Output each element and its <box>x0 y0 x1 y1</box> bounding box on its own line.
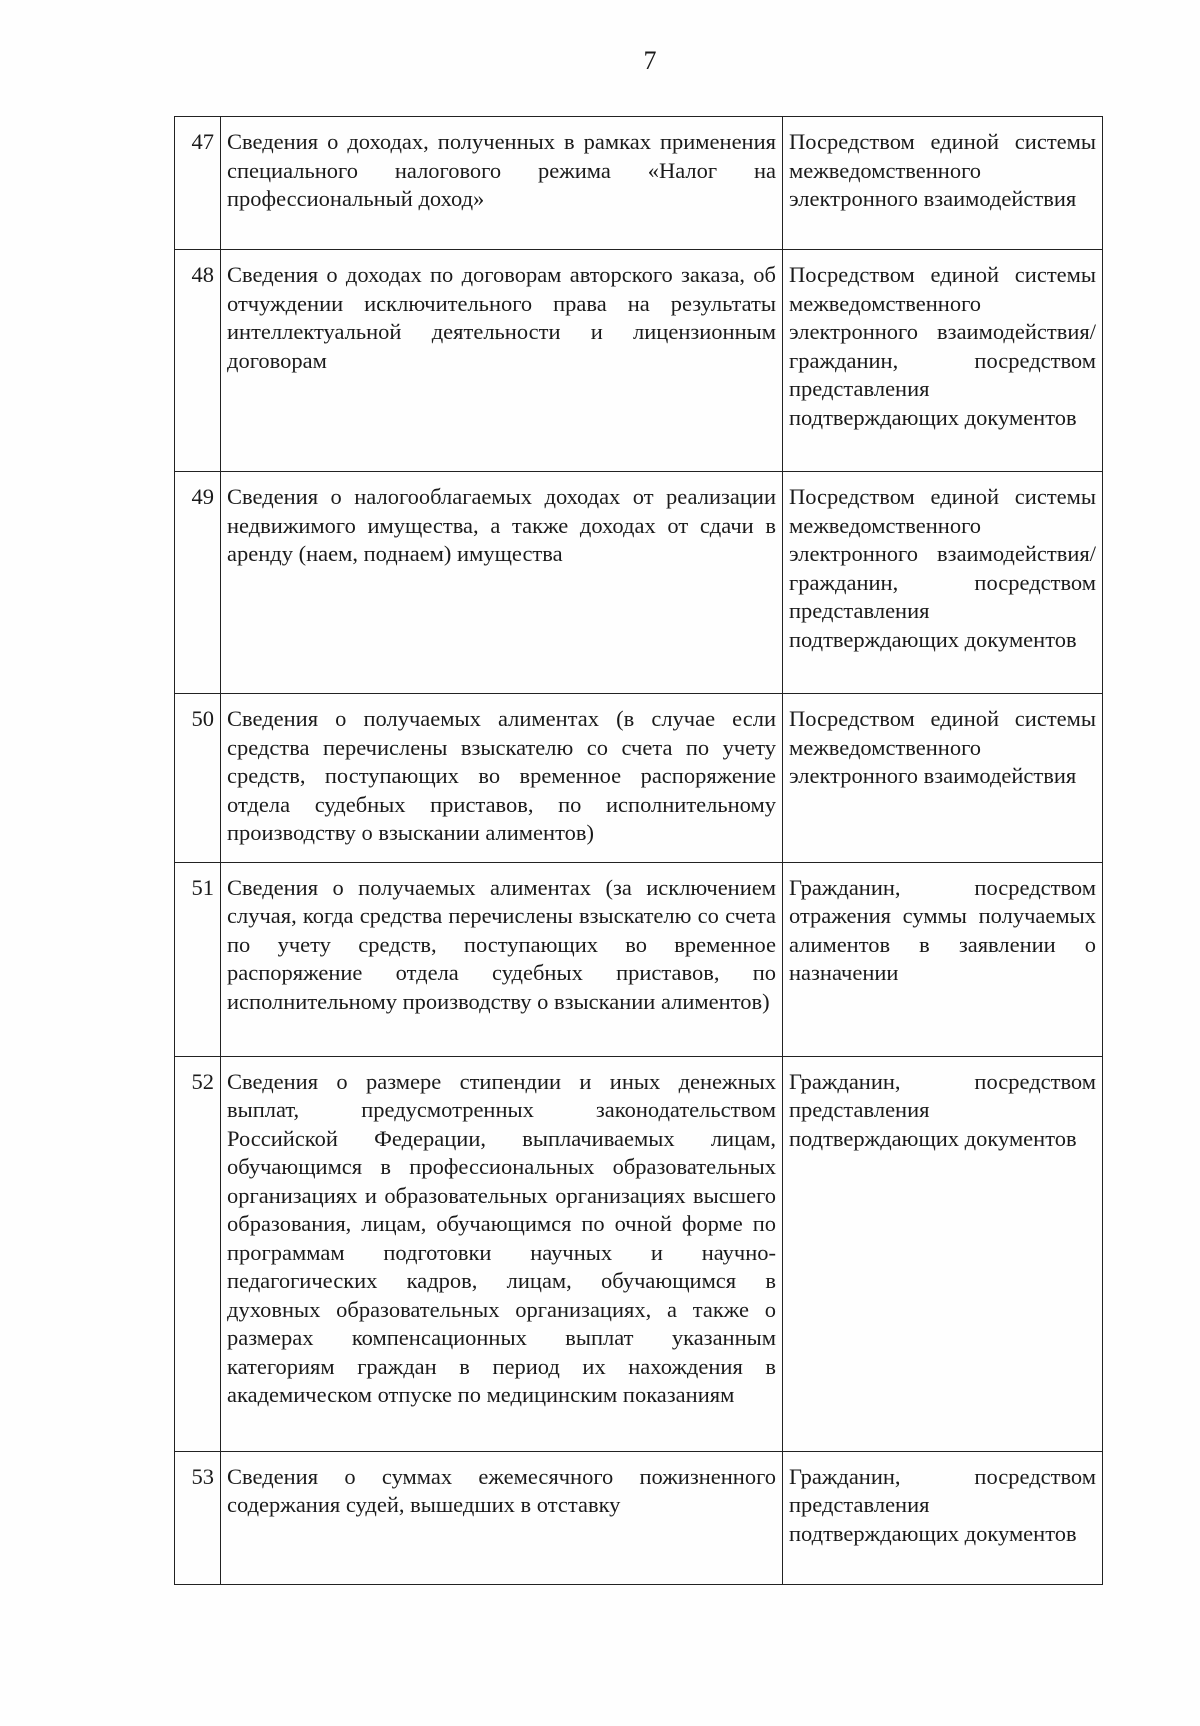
table-row <box>175 250 1103 472</box>
table-row <box>175 1056 1103 1451</box>
row-number: 51 <box>175 862 221 1056</box>
table-row <box>175 472 1103 694</box>
row-number: 49 <box>175 472 221 694</box>
row-number: 52 <box>175 1056 221 1451</box>
row-description: Сведения о суммах ежемесячного пожизненного содержания судей, вышедших в отставку <box>221 1451 783 1584</box>
row-number: 50 <box>175 694 221 863</box>
row-description: Сведения о налогооблагаемых доходах от реализации недвижимого имущества, а также доходах от сдачи в аренду (наем, поднаем) имущества <box>221 472 783 694</box>
row-source: Гражданин, посредством представления подтверждающих документов <box>783 1451 1103 1584</box>
row-description: Сведения о получаемых алиментах (за исключением случая, когда средства перечислены взыскателю со счета по учету средств, поступающих во временное распоряжение отдела судебных приставов, по исполнительному производству о взыскании алиментов) <box>221 862 783 1056</box>
row-number: 53 <box>175 1451 221 1584</box>
row-source: Посредством единой системы межведомственного электронного взаимодействия/гражданин, посредством представления подтверждающих документов <box>783 250 1103 472</box>
table-row <box>175 1451 1103 1584</box>
row-source: Гражданин, посредством представления подтверждающих документов <box>783 1056 1103 1451</box>
row-source: Гражданин, посредством отражения суммы получаемых алиментов в заявлении о назначении <box>783 862 1103 1056</box>
row-source: Посредством единой системы межведомственного электронного взаимодействия <box>783 117 1103 250</box>
row-number: 47 <box>175 117 221 250</box>
row-description: Сведения о размере стипендии и иных денежных выплат, предусмотренных законодательством Российской Федерации, выплачиваемых лицам, обучающимся в профессиональных образовательных организациях и образовательных организациях высшего образования, лицам, обучающимся по очной форме по программам подготовки научных и научно-педагогических кадров, лицам, обучающимся в духовных образовательных организациях, а также о размерах компенсационных выплат указанным категориям граждан в период их нахождения в академическом отпуске по медицинским показаниям <box>221 1056 783 1451</box>
income-sources-table <box>174 116 1103 1585</box>
row-number: 48 <box>175 250 221 472</box>
row-description: Сведения о доходах по договорам авторского заказа, об отчуждении исключительного права на результаты интеллектуальной деятельности и лицензионным договорам <box>221 250 783 472</box>
row-description: Сведения о доходах, полученных в рамках применения специального налогового режима «Налог на профессиональный доход» <box>221 117 783 250</box>
page-number: 7 <box>643 46 657 75</box>
row-source: Посредством единой системы межведомственного электронного взаимодействия/гражданин, посредством представления подтверждающих документов <box>783 472 1103 694</box>
table-row <box>175 117 1103 250</box>
table-row <box>175 694 1103 863</box>
table-row <box>175 862 1103 1056</box>
row-source: Посредством единой системы межведомственного электронного взаимодействия <box>783 694 1103 863</box>
row-description: Сведения о получаемых алиментах (в случае если средства перечислены взыскателю со счета по учету средств, поступающих во временное распоряжение отдела судебных приставов, по исполнительному производству о взыскании алиментов) <box>221 694 783 863</box>
